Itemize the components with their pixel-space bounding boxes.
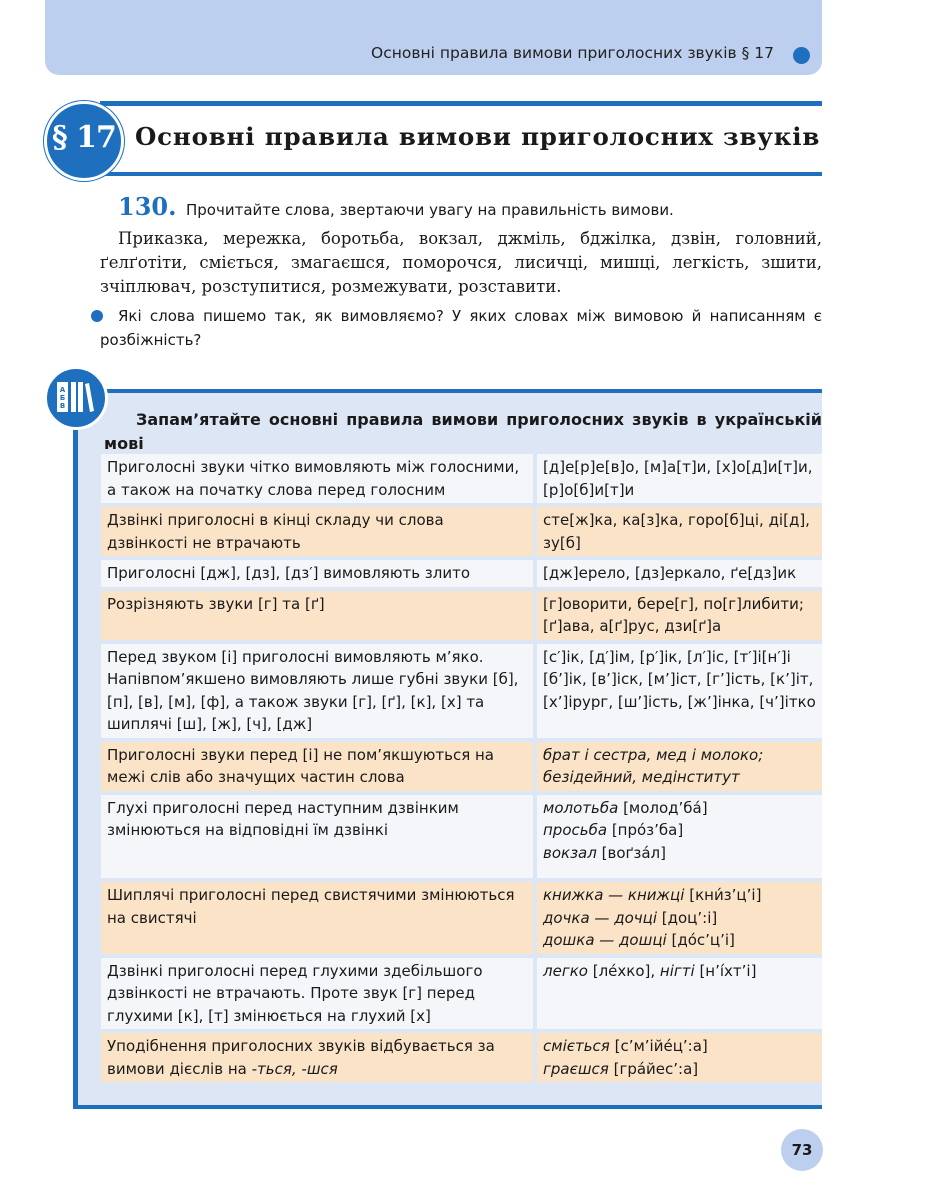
- section-rule-top: [100, 101, 822, 106]
- example-word: нігті: [659, 961, 695, 980]
- rule-cell: Приголосні звуки чітко вимовляють між голосними, а також на початку слова перед голосним: [101, 454, 535, 505]
- rule-text: Уподібнення приголосних звуків відбувається за вимови дієслів на: [107, 1037, 495, 1078]
- rules-table: [101, 454, 822, 1086]
- example-transcription: [про́з’ба]: [611, 821, 684, 839]
- rules-box-title: Запам’ятайте основні правила вимови приголосних звуків в українській мові: [104, 410, 822, 453]
- example-word: просьба: [543, 821, 608, 839]
- example-word: граєшся: [543, 1059, 609, 1078]
- rule-cell: Приголосні звуки перед [і] не пом’якшуються на межі слів або значущих частин слова: [101, 740, 535, 793]
- example-transcription: [кни́з’ц’і]: [689, 886, 762, 904]
- table-row: [101, 1031, 822, 1084]
- table-row: [101, 589, 822, 642]
- example-cell: [с′]ік, [д′]ім, [р′]ік, [л′]іс, [т′]і[н′]і [б’]ік, [в’]іск, [м’]іст, [г’]ість, [к’]іт, [х’]ірург, [ш’]ість, [ж’]інка, [ч’]ітко: [535, 642, 822, 740]
- example-italic: брат і сестра, мед і молоко; безідейний, медінститут: [543, 745, 764, 786]
- rule-cell: Дзвінкі приголосні в кінці складу чи слова дзвінкості не втрачають: [101, 505, 535, 558]
- rule-cell: Приголосні [дж], [дз], [дз′] вимовляють злито: [101, 558, 535, 589]
- header-dot-icon: [793, 47, 810, 64]
- example-transcription: [гра́йес’:а]: [613, 1059, 699, 1078]
- example-word: книжка — книжці: [543, 886, 685, 904]
- table-row: [101, 558, 822, 589]
- example-word: дочка — дочці: [543, 908, 657, 927]
- table-row: [101, 793, 822, 881]
- svg-text:А: А: [59, 386, 66, 394]
- example-cell: [д]е[р]е[в]о, [м]а[т]и, [х]о[д]и[т]и, [р]о[б]и[т]и: [535, 454, 822, 505]
- section-title: Основні правила вимови приголосних звуків: [135, 122, 821, 151]
- rule-cell: Дзвінкі приголосні перед глухими здебільшого дзвінкості не втрачають. Проте звук [г] перед глухими [к], [т] змінюється на глухий [х]: [101, 956, 535, 1032]
- exercise-instruction: Прочитайте слова, звертаючи увагу на правильність вимови.: [186, 201, 674, 219]
- rule-cell: Шиплячі приголосні перед свистячими змінюються на свистячі: [101, 880, 535, 956]
- rule-cell: Глухі приголосні перед наступним дзвінким змінюються на відповідні їм дзвінкі: [101, 793, 535, 881]
- example-cell: [535, 793, 822, 881]
- example-cell: [535, 880, 822, 956]
- exercise-question: Які слова пишемо так, як вимовляємо? У яких словах між вимовою й написанням є розбіжність?: [100, 307, 822, 349]
- example-cell: [535, 1031, 822, 1084]
- rule-cell: [101, 1031, 535, 1084]
- running-header-bar: [45, 0, 822, 75]
- example-cell: [535, 956, 822, 1032]
- running-header-text: Основні правила вимови приголосних звуків § 17: [371, 44, 774, 62]
- example-cell: [дж]ерело, [дз]еркало, ґе[дз]ик: [535, 558, 822, 589]
- example-word: дошка — дошці: [543, 931, 667, 949]
- example-transcription: [доц’:і]: [661, 908, 718, 927]
- table-row: [101, 956, 822, 1032]
- table-row: [101, 740, 822, 793]
- table-row: [101, 505, 822, 558]
- table-row: [101, 642, 822, 740]
- table-row: [101, 454, 822, 505]
- example-word: молотьба: [543, 798, 619, 817]
- rule-cell: Перед звуком [і] приголосні вимовляють м’яко. Напівпом’якшено вимовляють лише губні звуки [б], [п], [в], [м], [ф], а також звуки [г], [ґ], [к], [х] та шиплячі [ш], [ж], [ч], [дж]: [101, 642, 535, 740]
- exercise-number: 130.: [118, 192, 177, 221]
- section-badge-text: § 17: [52, 120, 116, 155]
- section-badge: [44, 101, 124, 181]
- rule-suffixes: -ться, -шся: [251, 1059, 338, 1078]
- table-row: [101, 880, 822, 956]
- example-transcription: [молод’ба́]: [623, 798, 708, 817]
- example-transcription: [с’м’ійе́ц’:а]: [614, 1037, 708, 1055]
- example-transcription: [до́с’ц’і]: [671, 931, 735, 949]
- rule-cell: Розрізняють звуки [г] та [ґ]: [101, 589, 535, 642]
- svg-text:В: В: [59, 402, 66, 410]
- example-word: вокзал: [543, 843, 597, 862]
- example-word: сміється: [543, 1037, 610, 1055]
- exercise-words: Приказка, мережка, боротьба, вокзал, джміль, бджілка, дзвін, головний, ґелґотіти, сміється, змагаєшся, поморочся, лисичці, мишці, легкість, зшити, зчіплювач, розступитися, розмежувати, розставити.: [100, 229, 822, 296]
- svg-text:Б: Б: [59, 394, 66, 402]
- section-rule-bottom: [100, 172, 822, 176]
- example-cell: [535, 740, 822, 793]
- page-number: 73: [781, 1129, 823, 1171]
- library-books-icon: [44, 366, 108, 430]
- example-cell: сте[ж]ка, ка[з]ка, горо[б]ці, ді[д], зу[б]: [535, 505, 822, 558]
- example-transcription: [воґза́л]: [601, 843, 666, 862]
- example-transcription: [ле́хко],: [592, 961, 656, 980]
- example-word: легко: [543, 961, 588, 980]
- example-transcription: [н’і́хт’і]: [699, 961, 757, 980]
- example-cell: [г]оворити, бере[г], по[г]либити; [ґ]ава, а[ґ]рус, дзи[ґ]а: [535, 589, 822, 642]
